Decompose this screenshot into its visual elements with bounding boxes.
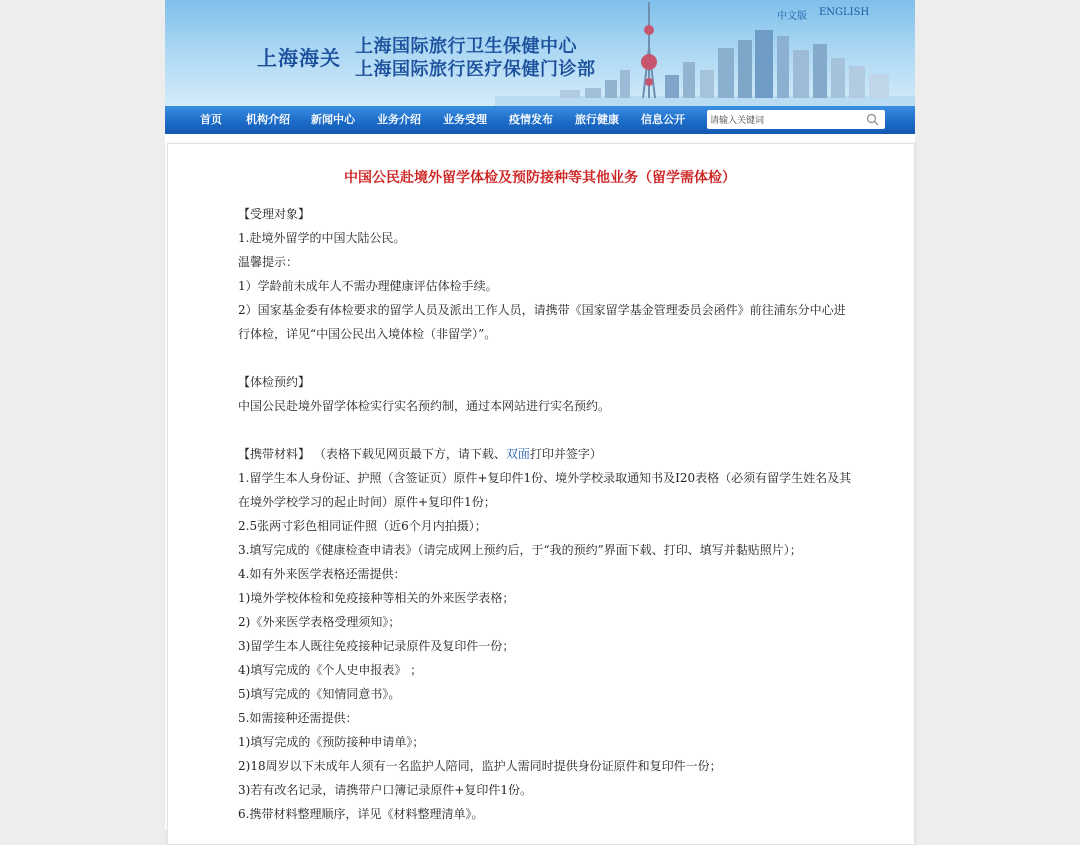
search-box [707, 110, 885, 129]
nav-home[interactable]: 首页 [200, 113, 222, 126]
nav-business-accept[interactable]: 业务受理 [443, 113, 487, 126]
article-line: 在境外学校学习的起止时间）原件+复印件1份； [238, 495, 496, 509]
article-line: 5)填写完成的《知情同意书》。 [238, 687, 401, 701]
center-name-line2: 上海国际旅行医疗保健门诊部 [355, 59, 596, 80]
nav-info-public[interactable]: 信息公开 [641, 113, 685, 126]
page [165, 0, 915, 830]
article-line: 2)18周岁以下未成年人须有一名监护人陪同，监护人需同时提供身份证原件和复印件一份； [238, 759, 722, 773]
nav-epidemic[interactable]: 疫情发布 [509, 113, 553, 126]
article-line: 2）国家基金委有体检要求的留学人员及派出工作人员，请携带《国家留学基金管理委员会函件》前往浦东分中心进 [238, 303, 846, 317]
article-line: 中国公民赴境外留学体检实行实名预约制，通过本网站进行实名预约。 [238, 399, 611, 413]
article-line: 6.携带材料整理顺序，详见《材料整理清单》。 [238, 807, 484, 821]
nav-business-intro[interactable]: 业务介绍 [377, 113, 421, 126]
article-line: 4.如有外来医学表格还需提供： [238, 567, 406, 581]
double-sided-link[interactable]: 双面 [505, 447, 530, 461]
main-nav [165, 106, 915, 134]
center-name-line1: 上海国际旅行卫生保健中心 [355, 36, 577, 57]
nav-travel-health[interactable]: 旅行健康 [575, 113, 619, 126]
article-line: 2)《外来医学表格受理须知》； [238, 615, 401, 629]
section-heading-applicants: 【受理对象】 [238, 207, 311, 221]
article-line: 行体检，详见“中国公民出入境体检（非留学）”。 [238, 327, 497, 341]
article-line: 1)境外学校体检和免疫接种等相关的外来医学表格； [238, 591, 515, 605]
article-line: 4)填写完成的《个人史申报表》 ； [238, 663, 423, 677]
section-heading-appointment: 【体检预约】 [238, 375, 311, 389]
search-input[interactable] [710, 111, 860, 128]
header-banner [165, 0, 915, 106]
article-line: 3)留学生本人既往免疫接种记录原件及复印件一份； [238, 639, 515, 653]
nav-news[interactable]: 新闻中心 [311, 113, 355, 126]
article-line: 温馨提示： [238, 255, 299, 269]
article-line: 3)若有改名记录，请携带户口簿记录原件+复印件1份。 [238, 783, 533, 797]
materials-tail-text: 打印并签字） [529, 447, 602, 461]
search-icon[interactable] [866, 113, 879, 126]
nav-about[interactable]: 机构介绍 [246, 113, 290, 126]
article-line: 3.填写完成的《健康检查申请表》（请完成网上预约后，于“我的预约”界面下载、打印、填写并黏贴照片）； [238, 543, 802, 557]
article-line: 1）学龄前未成年人不需办理健康评估体检手续。 [238, 279, 498, 293]
article-title: 中国公民赴境外留学体检及预防接种等其他业务（留学需体检） [344, 170, 736, 186]
article-line: 1)填写完成的《预防接种申请单》； [238, 735, 425, 749]
lang-english-link[interactable]: ENGLISH [819, 7, 870, 18]
article-line: 1.留学生本人身份证、护照（含签证页）原件+复印件1份、境外学校录取通知书及I20表格（必须有留学生姓名及其 [238, 471, 852, 485]
materials-head-text: 【携带材料】 （表格下载见网页最下方，请下载、 [238, 447, 506, 461]
customs-name: 上海海关 [257, 46, 341, 70]
article-line: 1.赴境外留学的中国大陆公民。 [238, 231, 406, 245]
article-line: 5.如需接种还需提供： [238, 711, 358, 725]
article-line: 2.5张两寸彩色相同证件照（近6个月内拍摄）； [238, 519, 487, 533]
lang-chinese-link[interactable]: 中文版 [777, 11, 807, 22]
section-heading-materials [238, 445, 602, 462]
